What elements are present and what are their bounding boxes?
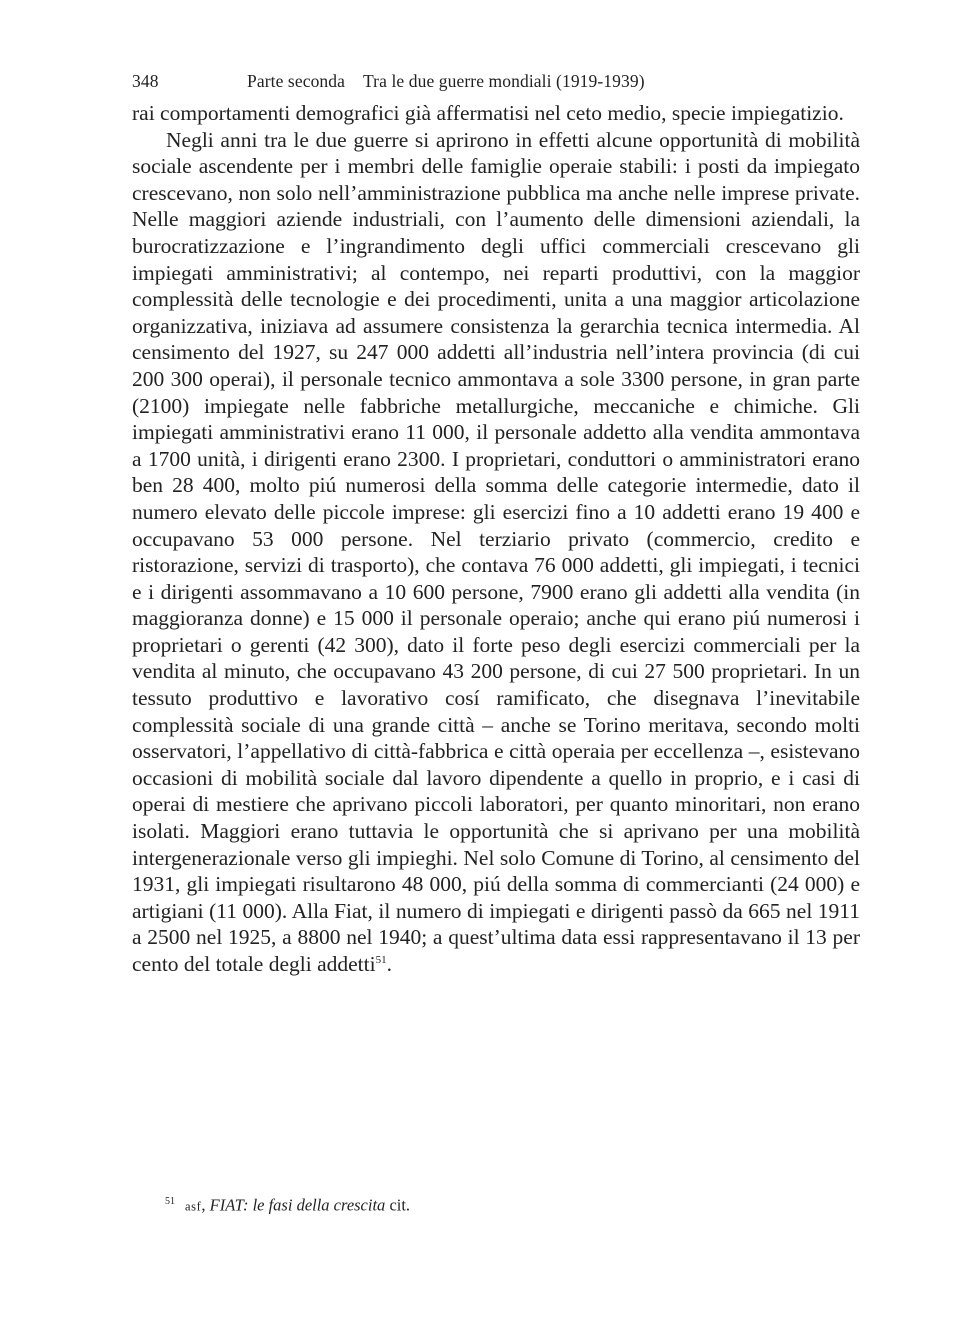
page-number: 348	[132, 71, 159, 91]
footnote-number: 51	[165, 1196, 175, 1207]
footnote-separator: ,	[201, 1195, 206, 1215]
chapter-title: Tra le due guerre mondiali (1919-1939)	[363, 71, 645, 91]
paragraph-text: Negli anni tra le due guerre si aprirono in effetti alcune opportunità di mobilità sociale ascendente per i membri delle famiglie operaie stabili: i posti da impiegato crescevano, non solo nell’amministrazione pubblica ma anche nelle imprese private. Nelle maggiori aziende industriali, con l’aumento delle dimensioni aziendali, la burocratizzazione e l’ingrandimento degli uffici commerciali crescevano gli impiegati amministrativi; al contempo, nei reparti produttivi, con la maggior complessità delle tecnologie e dei procedimenti, unita a una maggior articolazione organizzativa, iniziava ad assumere consistenza la gerarchia tecnica intermedia. Al censimento del 1927, su 247 000 addetti all’industria nell’intera provincia (di cui 200 300 operai), il personale tecnico ammontava a sole 3300 persone, in gran parte (2100) impiegate nelle fabbriche metallurgiche, meccaniche e chimiche. Gli impiegati amministrativi erano 11 000, il personale addetto alla vendita ammontava a 1700 unità, i dirigenti erano 2300. I proprietari, conduttori o amministratori erano ben 28 400, molto piú numerosi della somma delle categorie intermedie, dato il numero elevato delle piccole imprese: gli esercizi fino a 10 addetti erano 19 400 e occupavano 53 000 persone. Nel terziario privato (commercio, credito e ristorazione, servizi di trasporto), che contava 76 000 addetti, gli impiegati, i tecnici e i dirigenti assommavano a 10 600 persone, 7900 erano gli addetti alla vendita (in maggioranza donne) e 15 000 il personale operaio; anche qui erano piú numerosi i proprietari o gerenti (42 300), dato il forte peso degli esercizi commerciali per la vendita al minuto, che occupavano 43 200 persone, di cui 27 500 proprietari. In un tessuto produttivo e lavorativo cosí ramificato, che disegnava l’inevitabile complessità sociale di una grande città – anche se Torino meritava, secondo molti osservatori, l’appellativo di città-fabbrica e città operaia per eccellenza –, esistevano occasioni di mobilità sociale dal lavoro dipendente a quello in proprio, e i casi di operai di mestiere che aprivano piccoli laboratori, per quanto minoritari, non erano isolati. Maggiori erano tuttavia le opportunità che si aprivano per una mobilità intergenerazionale verso gli impieghi. Nel solo Comune di Torino, al censimento del 1931, gli impiegati risultarono 48 000, piú della somma di commercianti (24 000) e artigiani (11 000). Alla Fiat, il numero di impiegati e dirigenti passò da 665 nel 1911 a 2500 nel 1925, a 8800 nel 1940; a quest’ultima data essi rappresentavano il 13 per cento del totale degli addetti	[132, 127, 860, 976]
paragraph	[132, 127, 860, 978]
body-text	[132, 100, 860, 978]
running-head	[132, 70, 860, 100]
footnote-suffix: cit.	[389, 1195, 411, 1215]
section-title: Parte seconda	[247, 71, 345, 91]
footnote-title: FIAT: le fasi della crescita	[209, 1195, 386, 1215]
page	[132, 70, 860, 978]
paragraph	[132, 100, 860, 127]
paragraph-text: rai comportamenti demografici già affermatisi nel ceto medio, specie impiegatizio.	[132, 101, 844, 125]
paragraph-end: .	[386, 952, 392, 976]
footnote	[165, 1192, 410, 1217]
footnote-reference[interactable]: 51	[375, 953, 387, 966]
footnote-source: asf	[185, 1199, 202, 1214]
